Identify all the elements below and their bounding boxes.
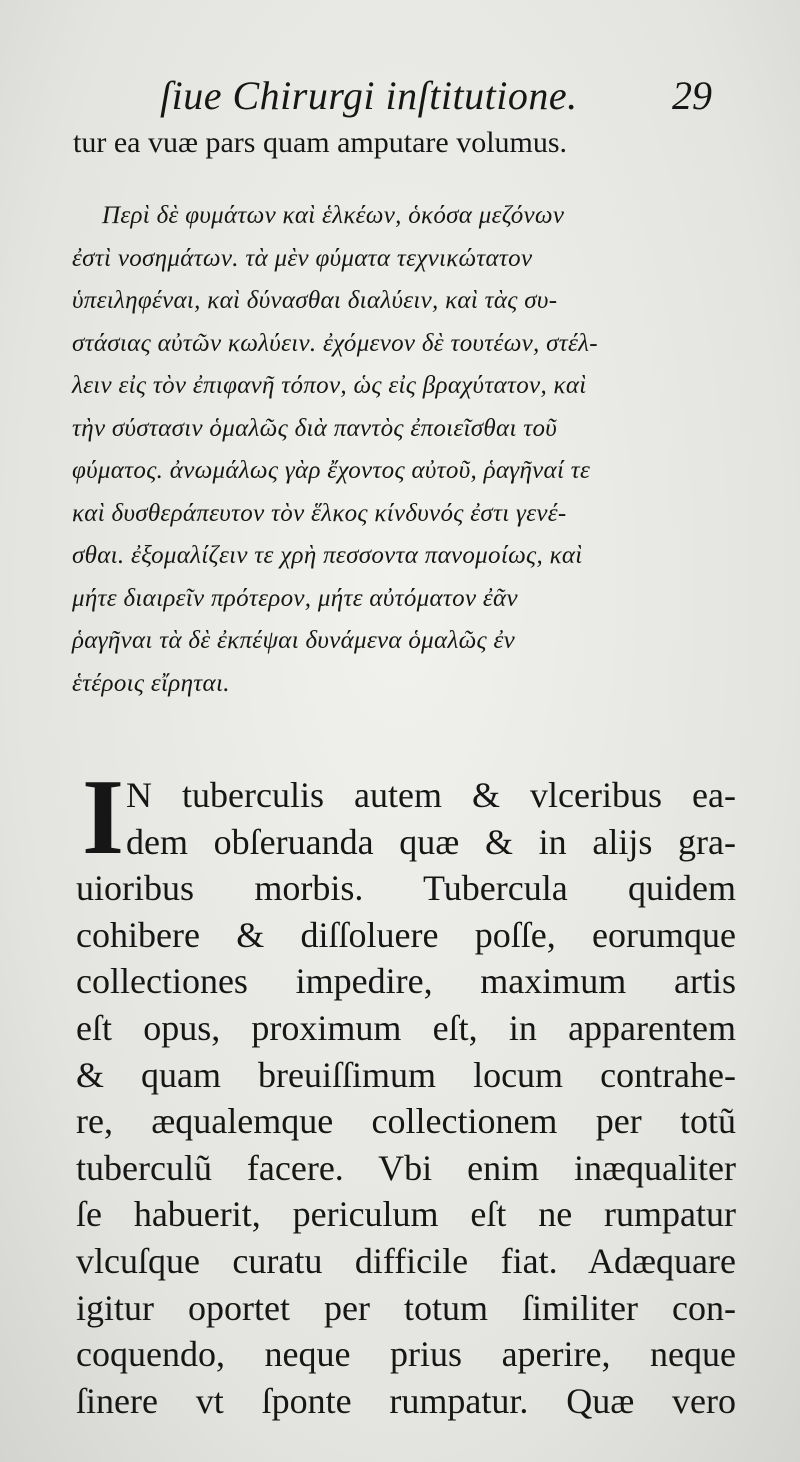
greek-line: στάσιας αὐτῶν κωλύειν. ἐχόμενον δὲ τουτέων, στέλ- — [72, 329, 598, 357]
greek-line: τὴν σύστασιν ὁμαλῶς διὰ παντὸς ἐποιεῖσθαι τοῦ — [72, 414, 558, 442]
latin-line: vlcuſque curatu difficile fiat. Adæquare — [76, 1240, 736, 1281]
latin-line: ſinere vt ſponte rumpatur. Quæ vero — [76, 1380, 736, 1421]
latin-line: dem obſeruanda quæ & in alijs gra- — [126, 821, 736, 862]
latin-line: uioribus morbis. Tubercula quidem — [76, 868, 736, 909]
greek-line: σθαι. ἐξομαλίζειν τε χρὴ πεσσοντα πανομοίως, καὶ — [72, 542, 583, 569]
latin-line: igitur oportet per totum ſimiliter con- — [76, 1287, 736, 1328]
latin-line: collectiones impedire, maximum artis — [76, 961, 736, 1002]
latin-line: & quam breuiſſimum locum contrahe- — [76, 1054, 736, 1095]
greek-line: Περὶ δὲ φυμάτων καὶ ἑλκέων, ὁκόσα μεζόνων — [102, 202, 565, 229]
latin-line: ſe habuerit, periculum eſt ne rumpatur — [76, 1194, 736, 1235]
page-header — [160, 72, 720, 122]
latin-line: eſt opus, proximum eſt, in apparentem — [76, 1007, 736, 1048]
continuation-line: tur ea vuæ pars quam amputare volumus. — [73, 126, 568, 159]
greek-line: λειν εἰς τὸν ἐπιφανῆ τόπον, ὡς εἰς βραχύτατον, καὶ — [72, 372, 587, 399]
drop-cap: I — [82, 758, 125, 877]
greek-line: ῥαγῆναι τὰ δὲ ἐκπέψαι δυνάμενα ὁμαλῶς ἐν — [72, 627, 516, 654]
latin-line: cohibere & diſſoluere poſſe, eorumque — [76, 914, 736, 955]
latin-line: coquendo, neque prius aperire, neque — [76, 1334, 736, 1375]
greek-paragraph — [72, 195, 732, 705]
latin-paragraph — [76, 758, 736, 1424]
greek-line: ἐστὶ νοσημάτων. τὰ μὲν φύματα τεχνικώτατον — [72, 244, 533, 272]
greek-line: ἑτέροις εἴρηται. — [72, 669, 230, 697]
greek-line: μήτε διαιρεῖν πρότερον, μήτε αὐτόματον ἐᾶν — [72, 584, 518, 612]
page-number: 29 — [672, 73, 712, 118]
greek-line: φύματος. ἀνωμάλως γὰρ ἔχοντος αὐτοῦ, ῥαγῆναί τε — [72, 457, 591, 484]
greek-line: ὑπειληφέναι, καὶ δύνασθαι διαλύειν, καὶ τὰς συ- — [72, 287, 558, 314]
latin-line: re, æqualemque collectionem per totũ — [76, 1101, 736, 1142]
greek-line: καὶ δυσθεράπευτον τὸν ἕλκος κίνδυνός ἐστι γενέ- — [72, 499, 567, 527]
running-head: ſiue Chirurgi inſtitutione. — [160, 73, 578, 118]
latin-line: N tuberculis autem & vlceribus ea- — [126, 775, 736, 815]
latin-line: tuberculũ facere. Vbi enim inæqualiter — [76, 1147, 736, 1188]
